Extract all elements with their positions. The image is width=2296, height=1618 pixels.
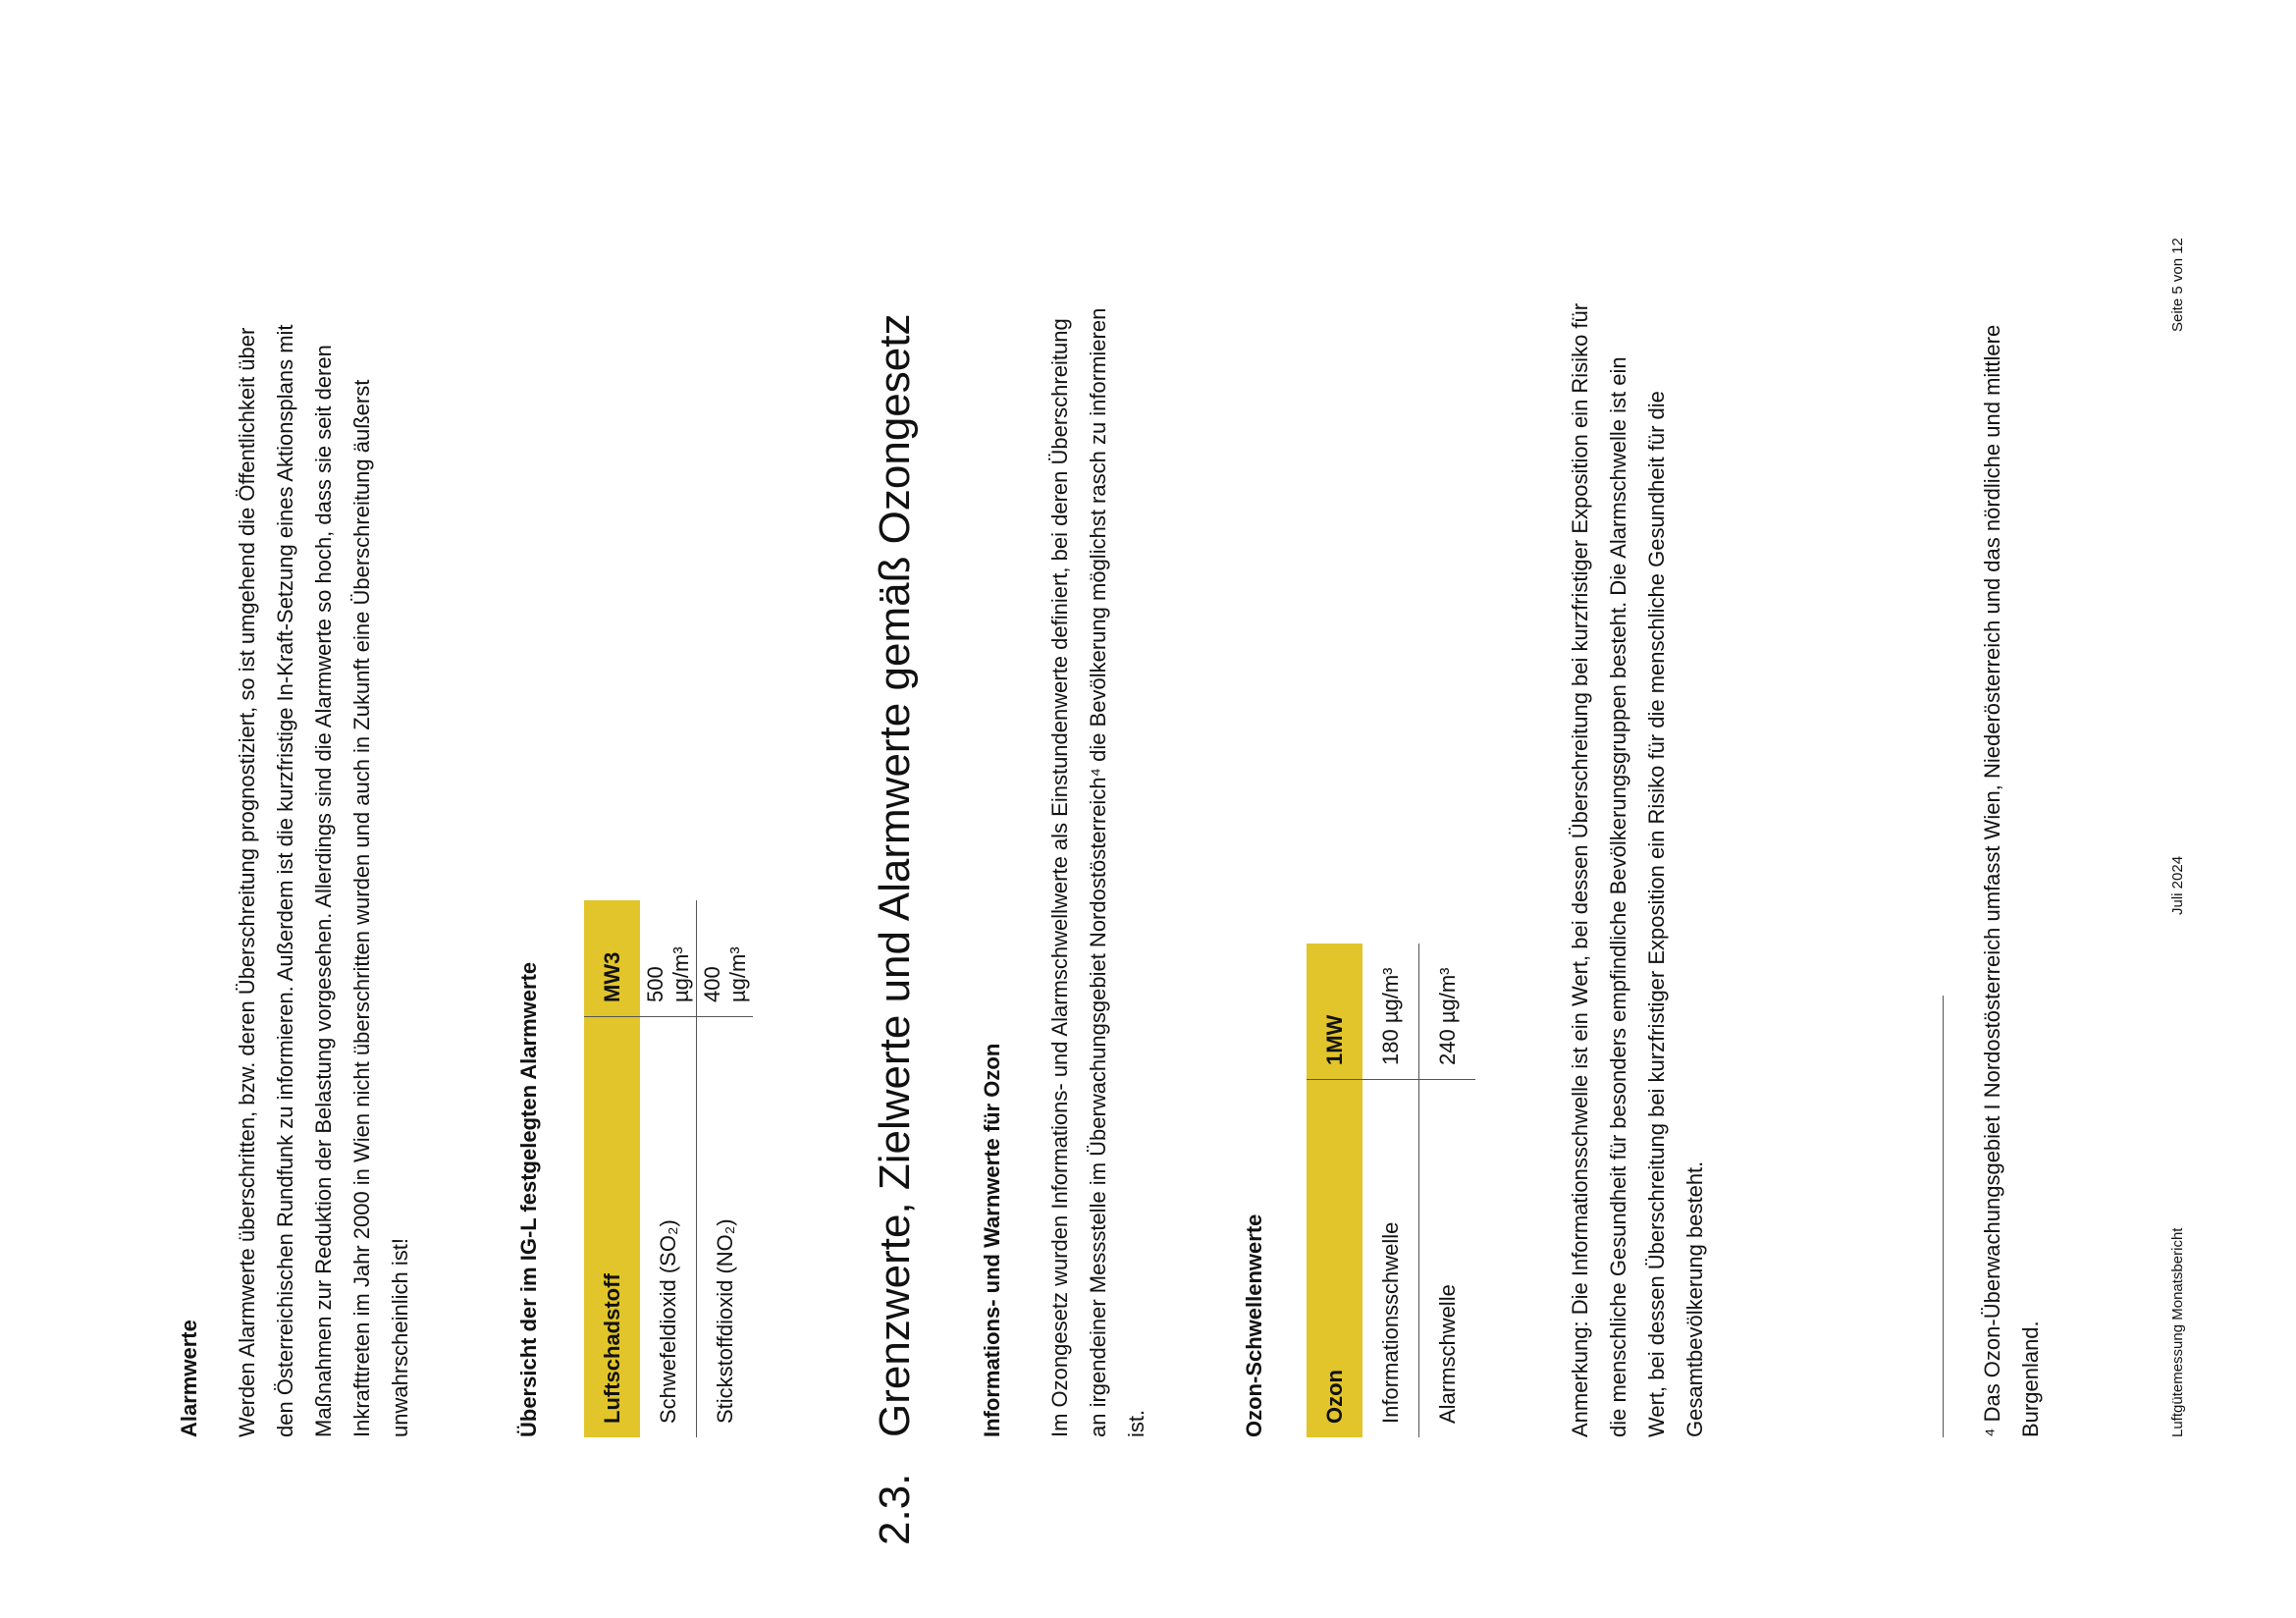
text-line: die menschliche Gesundheit für besonders empfindliche Bevölkerungsgruppen besteht. Die Alarmschwelle ist ein — [1606, 356, 1630, 1437]
alarm-paragraph — [228, 132, 419, 1437]
column-header-mw3: MW3 — [584, 900, 640, 1017]
ozone-table-caption: Ozon-Schwellenwerte — [1242, 1214, 1266, 1437]
table-row — [1362, 944, 1419, 1437]
section-title: Grenzwerte, Zielwerte und Alarmwerte gemäß Ozongesetz — [871, 313, 919, 1437]
ozone-info-heading: Informations- und Warnwerte für Ozon — [980, 1043, 1004, 1437]
text-line: Burgenland. — [2018, 1321, 2043, 1437]
table-header-row — [584, 900, 640, 1437]
text-line: an irgendeiner Messstelle im Überwachungsgebiet Nordostösterreich⁴ die Bevölkerung möglichst rasch zu informieren — [1086, 307, 1110, 1437]
text-line: Werden Alarmwerte überschritten, bzw. deren Überschreitung prognostiziert, so ist umgehend die Öffentlichkeit über — [235, 327, 259, 1437]
threshold-name-cell: Alarmschwelle — [1419, 1080, 1476, 1438]
text-line: Anmerkung: Die Informationsschwelle ist ein Wert, bei dessen Überschreitung bei kurzfristiger Exposition ein Risiko für — [1568, 302, 1592, 1437]
ozone-threshold-table — [1307, 944, 1475, 1437]
text-line: ist. — [1124, 1409, 1148, 1437]
column-header-pollutant: Luftschadstoff — [584, 1017, 640, 1438]
table-row — [697, 900, 754, 1437]
threshold-value-cell: 180 µg/m³ — [1362, 944, 1419, 1080]
value-cell: 400 µg/m³ — [699, 946, 750, 1002]
footer-date: Juli 2024 — [2169, 855, 2186, 915]
table-header-row — [1307, 944, 1362, 1437]
text-line: ⁴ Das Ozon-Überwachungsgebiet I Nordostösterreich umfasst Wien, Niederösterreich und das nördliche und mittlere — [1980, 324, 2004, 1437]
text-line: unwahrscheinlich ist! — [388, 1238, 412, 1437]
text-line: Gesamtbevölkerung besteht. — [1682, 1160, 1707, 1437]
footnote — [1973, 132, 2050, 1437]
column-header-1mw: 1MW — [1307, 944, 1362, 1080]
threshold-value-cell: 240 µg/m³ — [1434, 967, 1460, 1065]
text-line: Wert, bei dessen Überschreitung bei kurzfristiger Exposition ein Risiko für die menschliche Gesundheit für die — [1644, 391, 1669, 1437]
footer-report-name: Luftgütemessung Monatsbericht — [2169, 1227, 2186, 1437]
text-line: Im Ozongesetz wurden Informations- und Alarmschwellwerte als Einstundenwerte definiert, bei deren Überschreitung — [1047, 318, 1072, 1437]
table-row — [1419, 944, 1476, 1437]
igl-table-caption: Übersicht der im IG-L festgelegten Alarmwerte — [516, 961, 541, 1437]
value-cell: 500 µg/m³ — [640, 900, 697, 1017]
ozone-info-paragraph — [1041, 132, 1155, 1437]
pollutant-cell: Stickstoffdioxid (NO₂) — [697, 1017, 754, 1438]
footnote-separator — [1943, 996, 1944, 1437]
alarm-heading: Alarmwerte — [177, 1320, 201, 1437]
text-line: den Österreichischen Rundfunk zu informieren. Außerdem ist die kurzfristige In-Kraft-Setzung eines Aktionsplans mit — [273, 324, 297, 1437]
section-number: 2.3. — [871, 1473, 919, 1545]
igl-alarm-table — [584, 900, 753, 1437]
table-row — [640, 900, 697, 1437]
text-line: Inkrafttreten im Jahr 2000 in Wien nicht überschritten wurden und auch in Zukunft eine Überschreitung äußerst — [349, 379, 374, 1437]
text-line: Maßnahmen zur Reduktion der Belastung vorgesehen. Allerdings sind die Alarmwerte so hoch, dass sie seit deren — [311, 345, 336, 1437]
note-paragraph — [1561, 132, 1714, 1437]
footer-page-number: Seite 5 von 12 — [2169, 238, 2186, 332]
column-header-ozone: Ozon — [1307, 1080, 1362, 1438]
threshold-name-cell: Informationsschwelle — [1362, 1080, 1419, 1438]
pollutant-cell: Schwefeldioxid (SO₂) — [640, 1017, 697, 1438]
